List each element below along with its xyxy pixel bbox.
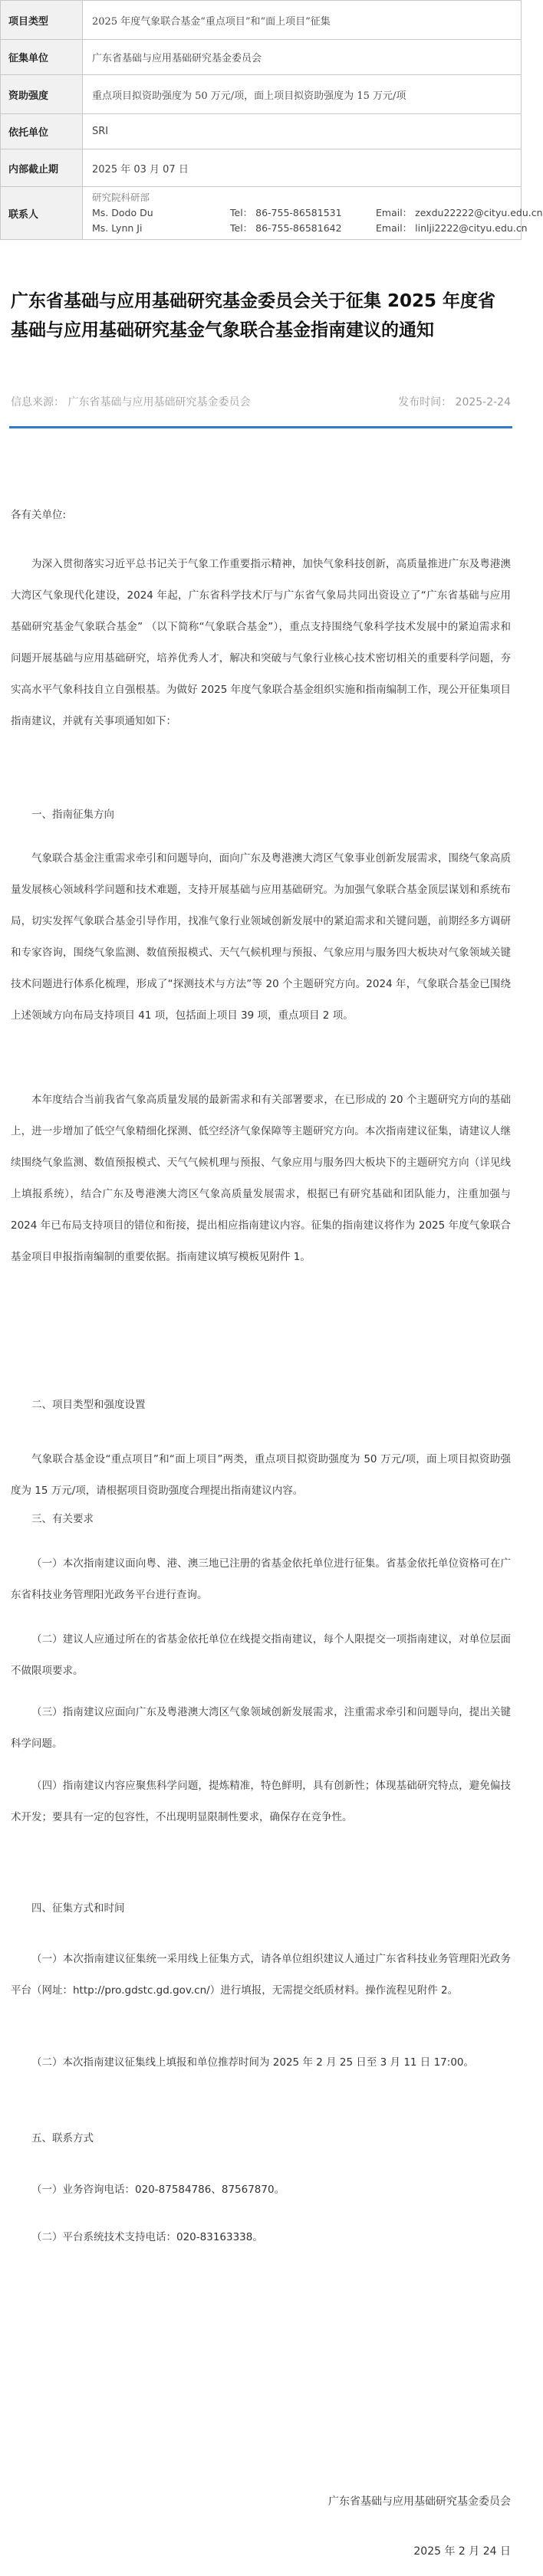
- contact-item: （一）业务咨询电话：020-87584786、87567870。: [31, 2184, 285, 2196]
- title-divider: [9, 426, 512, 428]
- info-key: 依托单位: [1, 114, 83, 149]
- article-date: 发布时间： 2025-2-24: [398, 396, 511, 409]
- info-key: 资助强度: [1, 75, 83, 114]
- section-heading: 四、征集方式和时间: [31, 1902, 125, 1915]
- contact-tel: Tel： 86-755-86581531: [230, 207, 342, 218]
- info-value: [83, 187, 543, 240]
- info-row-funding: [1, 75, 522, 114]
- info-row-host-unit: [1, 114, 522, 149]
- info-value: SRI: [83, 114, 522, 149]
- body-paragraph: 气象联合基金注重需求牵引和问题导向，面向广东及粤港澳大湾区气象事业创新发展需求，围绕气象高质量发展核心领域科学问题和技术难题，支持开展基础与应用基础研究。为加强气象联合基金顶层谋划和系统布局，切实发挥气象联合基金引导作用，找准气象行业领域创新发展中的紧迫需求和关键问题，前期经多方调研和专家咨询，围绕气象监测、数值预报模式、天气气候机理与预报、气象应用与服务四大板块对气象领域关键技术问题进行体系化梳理，形成了“探测技术与方法”等 20 个主题研究方向。2024 年，气象联合基金已围绕上述领域方向布局支持项目 41 项，包括面上项目 39 项，重点项目 2 项。: [11, 852, 511, 1022]
- requirement-item: （四）指南建议内容应聚焦科学问题，提炼精准，特色鲜明，具有创新性；体现基础研究特点，避免偏技术开发；要具有一定的包容性，不出现明显限制性要求，确保存在竞争性。: [11, 1780, 511, 1823]
- info-row-deadline: [1, 149, 522, 187]
- method-item: （一）本次指南建议征集统一采用线上征集方式，请各单位组织建议人通过广东省科技业务管理阳光政务平台（网址：http://pro.gdstc.gd.gov.cn/）进行填报，无需提交纸质材料。操作流程见附件 2。: [11, 1953, 511, 1997]
- requirement-item: （二）建议人应通过所在的省基金依托单位在线提交指南建议，每个人限提交一项指南建议，对单位层面不做限项要求。: [11, 1633, 511, 1677]
- requirement-item: （三）指南建议应面向广东及粤港澳大湾区气象领域创新发展需求，注重需求牵引和问题导向，提出关键科学问题。: [11, 1706, 511, 1750]
- info-row-organizer: [1, 40, 522, 75]
- info-key: 联系人: [1, 187, 83, 240]
- section-heading: 二、项目类型和强度设置: [31, 1399, 146, 1411]
- info-value: 2025 年度气象联合基金“重点项目”和“面上项目”征集: [83, 1, 522, 40]
- section-heading: 一、指南征集方向: [31, 809, 114, 821]
- article-title: 广东省基础与应用基础研究基金委员会关于征集 2025 年度省基础与应用基础研究基金气象联合基金指南建议的通知: [11, 291, 496, 340]
- info-key: 内部截止期: [1, 149, 83, 187]
- info-key: 项目类型: [1, 1, 83, 40]
- article-source: 信息来源： 广东省基础与应用基础研究基金委员会: [11, 396, 251, 409]
- info-row-contacts: [1, 187, 522, 240]
- article-meta: [11, 394, 511, 412]
- contact-tel: Tel： 86-755-86581642: [230, 222, 342, 234]
- body-paragraph: 气象联合基金设“重点项目”和“面上项目”两类，重点项目拟资助强度为 50 万元/项，面上项目拟资助强度为 15 万元/项，请根据项目资助强度合理提出指南建议内容。: [11, 1453, 511, 1497]
- info-value: 重点项目拟资助强度为 50 万元/项，面上项目拟资助强度为 15 万元/项: [83, 75, 522, 114]
- info-value: 2025 年 03 月 07 日: [83, 149, 522, 187]
- salutation: 各有关单位:: [11, 509, 67, 521]
- info-row-project-type: [1, 1, 522, 40]
- body-paragraph: 为深入贯彻落实习近平总书记关于气象工作重要指示精神，加快气象科技创新，高质量推进广东及粤港澳大湾区气象现代化建设，2024 年起，广东省科学技术厅与广东省气象局共同出资设立了“广东省基础与应用基础研究基金气象联合基金” （以下简称“气象联合基金”），重点支持围绕气象科学技术发展中的紧迫需求和问题开展基础与应用基础研究，培养优秀人才，解决和突破与气象行业核心技术密切相关的重要科学问题，夯实高水平气象科技自立自强根基。为做好 2025 年度气象联合基金组织实施和指南编制工作，现公开征集项目指南建议，并就有关事项通知如下：: [11, 558, 511, 727]
- contact-name: Ms. Lynn Ji: [92, 222, 143, 234]
- contact-row: [92, 221, 528, 236]
- info-value: 广东省基础与应用基础研究基金委员会: [83, 40, 522, 75]
- contact-row: [92, 205, 543, 221]
- project-info-table: [0, 0, 543, 240]
- signature-org: 广东省基础与应用基础研究基金委员会: [328, 2496, 511, 2508]
- info-key: 征集单位: [1, 40, 83, 75]
- contact-name: Ms. Dodo Du: [92, 207, 153, 218]
- contact-email[interactable]: Email： zexdu22222@cityu.edu.cn: [376, 207, 543, 218]
- method-item: （二）本次指南建议征集线上填报和单位推荐时间为 2025 年 2 月 25 日至 3 月 11 日 17:00。: [31, 2056, 474, 2069]
- contact-department: 研究院科研部: [92, 192, 150, 203]
- section-heading: 三、有关要求: [31, 1513, 94, 1525]
- contact-item: （二）平台系统技术支持电话：020-83163338。: [31, 2231, 263, 2243]
- requirement-item: （一）本次指南建议面向粤、港、澳三地已注册的省基金依托单位进行征集。省基金依托单位资格可在广东省科技业务管理阳光政务平台进行查询。: [11, 1557, 511, 1601]
- signature-date: 2025 年 2 月 24 日: [413, 2545, 511, 2558]
- contact-email[interactable]: Email： linlji2222@cityu.edu.cn: [376, 222, 528, 234]
- body-paragraph: 本年度结合当前我省气象高质量发展的最新需求和有关部署要求，在已形成的 20 个主题研究方向的基础上，进一步增加了低空气象精细化探测、低空经济气象保障等主题研究方向。本次指南建议征集，请建议人继续围绕气象监测、数值预报模式、天气气候机理与预报、气象应用与服务四大板块下的主题研究方向（详见线上填报系统），结合广东及粤港澳大湾区气象高质量发展需求，根据已有研究基础和团队能力，注重加强与 2024 年已布局支持项目的错位和衔接，提出相应指南建议内容。征集的指南建议将作为 2025 年度气象联合基金项目申报指南编制的重要依据。指南建议填写模板见附件 1。: [11, 1094, 511, 1263]
- section-heading: 五、联系方式: [31, 2132, 94, 2144]
